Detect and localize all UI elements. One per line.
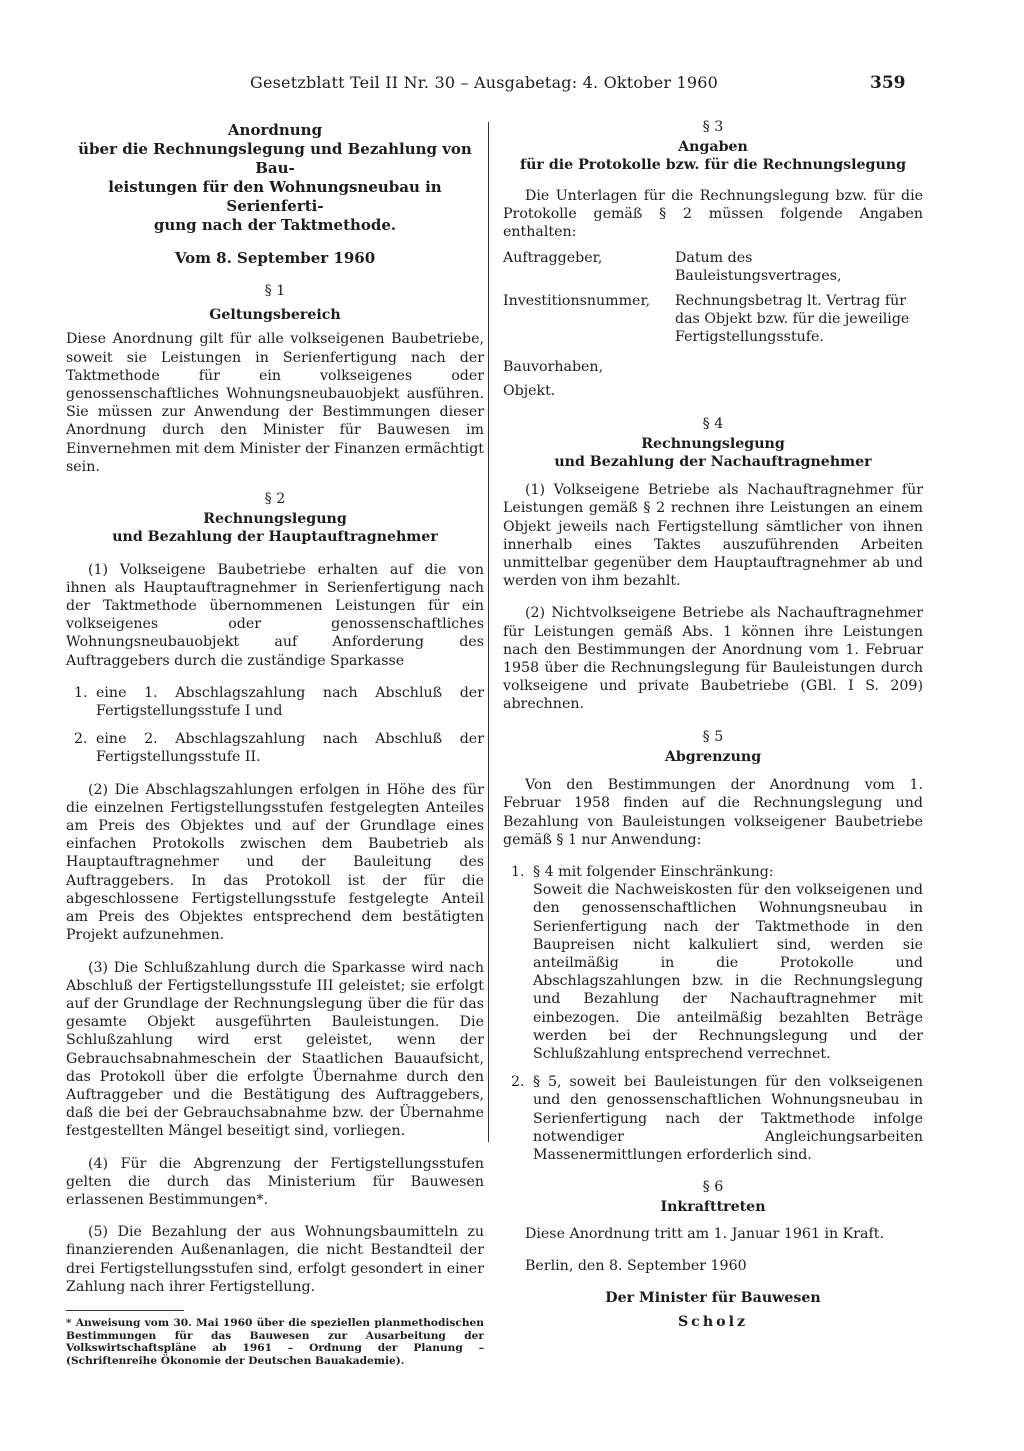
sec4-number: § 4	[702, 415, 724, 432]
list-number: 2.	[511, 1074, 525, 1091]
sec3-heading-1: Angaben	[678, 139, 748, 156]
footnote: * Anweisung vom 30. Mai 1960 über die speziellen planmethodischen Bestimmungen für das Bauwesen zur Ausarbeitung der Volkswirtschaftspläne ab 1961 – Ordnung der Planung – (Schriftenreihe Ökonomie der Deutschen Bauakademie).	[66, 1316, 484, 1367]
sec2-list-item-1	[66, 684, 484, 720]
sec4-heading-2: und Bezahlung der Nachauftragnehmer	[554, 454, 872, 471]
list-text: Soweit die Nachweiskosten für den volkseigenen und den genossenschaftlichen Wohnungsneubau in Serienfertigung nach der Taktmethode in den Baupreisen nicht kalkuliert sind, werden sie anteilmäßig in die Protokolle und Abschlagszahlungen bzw. in die Rechnungslegung und Bezahlung der Nachauftragnehmer mit einbezogen. Die anteilmäßig bezahlten Beträge werden bei der Rechnungslegung und der Schlußzahlung entsprechend verrechnet.	[533, 882, 923, 1062]
list-item-body	[533, 863, 923, 1063]
column-divider	[488, 122, 489, 1142]
sec5-number: § 5	[702, 728, 724, 745]
list-text: eine 1. Abschlagszahlung nach Abschluß der Fertigstellungsstufe I und	[96, 684, 484, 720]
signatory-name: Scholz	[677, 1314, 749, 1331]
left-column	[66, 121, 484, 1367]
sec5-intro: Von den Bestimmungen der Anordnung vom 1. Februar 1958 finden auf die Rechnungslegung und Bezahlung von Bauleistungen volkseigener Baubetriebe gemäß § 1 nur Anwendung:	[503, 777, 923, 848]
sec5-list-item-1	[503, 863, 923, 1063]
sec1-text: Diese Anordnung gilt für alle volkseigenen Baubetriebe, soweit sie Leistungen in Serienfertigung nach der Taktmethode für ein volkseigenes oder genossenschaftliches Wohnungsneubauobjekt ausführen. Sie müssen zur Anwendung der Bestimmungen dieser Anordnung durch den Minister für Bauwesen im Einvernehmen mit dem Minister der Finanzen ermächtigt sein.	[66, 331, 484, 475]
right-column	[503, 118, 923, 1331]
list-text: § 4 mit folgender Einschränkung:	[533, 863, 774, 880]
sec3-row-3	[503, 358, 923, 376]
sec1-number: § 1	[264, 283, 286, 299]
sec1-heading: Geltungsbereich	[209, 307, 341, 324]
list-text: eine 2. Abschlagszahlung nach Abschluß der Fertigstellungsstufe II.	[96, 731, 484, 766]
sec4-paragraph-1: (1) Volkseigene Betriebe als Nachauftragnehmer für Leistungen gemäß § 2 rechnen ihre Leistungen an einem Objekt jeweils nach Fertigstellung sämtlicher von ihnen innerhalb eines Taktes auszuführenden Arbeiten unmittelbar gegenüber dem Hauptauftragnehmer ab und werden von ihm bezahlt.	[503, 482, 923, 590]
field-label: Bauvorhaben,	[503, 359, 604, 376]
sec3-row-4	[503, 382, 923, 400]
sec3-number: § 3	[702, 119, 724, 135]
sec2-number: § 2	[264, 491, 286, 508]
sec3-row-1	[503, 249, 923, 285]
sec6-number: § 6	[702, 1179, 724, 1196]
sec2-paragraph-5: (5) Die Bezahlung der aus Wohnungsbaumitteln zu finanzierenden Außenanlagen, die nicht Bestandteil der drei Fertigstellungsstufen sind, erfolgt gesondert in einer Zahlung nach ihrer Fertigstellung.	[66, 1224, 484, 1295]
sec2-paragraph-1: (1) Volkseigene Baubetriebe erhalten auf die von ihnen als Hauptauftragnehmer in Serienfertigung nach der Taktmethode übernommenen Leistungen für ein volkseigenes oder genossenschaftliches Wohnungsneubauobjekt auf Anforderung des Auftraggebers durch die zuständige Sparkasse	[66, 561, 484, 669]
list-number: 2.	[74, 731, 88, 748]
running-header: Gesetzblatt Teil II Nr. 30 – Ausgabetag: 4. Oktober 1960	[250, 73, 719, 92]
sec4-heading-1: Rechnungslegung	[641, 435, 785, 452]
sec2-list-item-2	[66, 730, 484, 766]
sec2-paragraph-2: (2) Die Abschlagszahlungen erfolgen in Höhe des für die einzelnen Fertigstellungsstufen festgelegten Anteiles am Preis des Objektes und auf der Grundlage eines einfachen Protokolls zwischen dem Baubetrieb als Hauptauftragnehmer und der Bauleitung des Auftraggebers. In das Protokoll ist der für die abgeschlossene Fertigstellungsstufe festgelegte Anteil am Preis des Objektes entsprechend dem bestätigten Projekt aufzunehmen.	[66, 781, 484, 944]
sec6-text: Diese Anordnung tritt am 1. Januar 1961 in Kraft.	[525, 1225, 884, 1242]
field-label: Datum des Bauleistungsvertrages,	[675, 250, 842, 285]
sec3-heading-2: für die Protokolle bzw. für die Rechnungslegung	[519, 157, 907, 174]
page-number: 359	[870, 73, 906, 93]
title-line-4: gung nach der Taktmethode.	[153, 216, 397, 234]
sec4-paragraph-2: (2) Nichtvolkseigene Betriebe als Nachauftragnehmer für Leistungen gemäß Abs. 1 können ihre Leistungen nach den Bestimmungen der Anordnung vom 1. Februar 1958 über die Rechnungslegung für Bauleistungen durch volkseigene und private Baubetriebe (GBl. I S. 209) abrechnen.	[503, 605, 923, 713]
list-text: § 5, soweit bei Bauleistungen für den volkseigenen und den genossenschaftlichen Wohnungsneubau in Serienfertigung nach der Taktmethode infolge notwendiger Angleichungsarbeiten Massenermittlungen erforderlich sind.	[533, 1074, 923, 1163]
sec6-heading: Inkrafttreten	[660, 1199, 766, 1216]
title-line-1: Anordnung	[227, 121, 323, 139]
place-date: Berlin, den 8. September 1960	[525, 1257, 747, 1274]
list-number: 1.	[74, 684, 88, 701]
title-line-3: leistungen für den Wohnungsneubau in Serienferti-	[108, 178, 442, 215]
sec5-list-item-2	[503, 1073, 923, 1164]
sec2-paragraph-3: (3) Die Schlußzahlung durch die Sparkasse wird nach Abschluß der Fertigstellungsstufe III geleistet; sie erfolgt auf der Grundlage der Rechnungslegung über die für das gesamte Objekt ausgeführten Bauleistungen. Die Schlußzahlung wird erst geleistet, wenn der Gebrauchsabnahmeschein der Staatlichen Bauaufsicht, das Protokoll über die erfolgte Übernahme durch den Auftraggeber und die Bestätigung des Auftraggebers, daß die bei der Gebrauchsabnahme bzw. der Übernahme festgestellten Mängel beseitigt sind, vorliegen.	[66, 959, 484, 1140]
sec3-intro: Die Unterlagen für die Rechnungslegung bzw. für die Protokolle gemäß § 2 müssen folgende Angaben enthalten:	[503, 187, 923, 241]
sec3-row-2	[503, 292, 923, 347]
title-line-2: über die Rechnungslegung und Bezahlung von Bau-	[78, 140, 472, 177]
title-date: Vom 8. September 1960	[174, 249, 376, 267]
footnote-rule	[66, 1310, 184, 1311]
sec2-paragraph-4: (4) Für die Abgrenzung der Fertigstellungsstufen gelten die durch das Ministerium für Bauwesen erlassenen Bestimmungen*.	[66, 1155, 484, 1208]
sec5-heading: Abgrenzung	[664, 748, 762, 765]
field-label: Investitionsnummer,	[503, 292, 651, 309]
sec2-heading-1: Rechnungslegung	[203, 511, 347, 528]
field-label: Objekt.	[503, 383, 556, 400]
field-label: Auftraggeber,	[503, 250, 603, 267]
field-label: Rechnungsbetrag lt. Vertrag für das Objekt bzw. für die jeweilige Fertigstellungsstufe.	[675, 292, 910, 346]
signatory-title: Der Minister für Bauwesen	[605, 1289, 821, 1306]
list-number: 1.	[511, 863, 525, 880]
sec2-heading-2: und Bezahlung der Hauptauftragnehmer	[112, 529, 438, 546]
